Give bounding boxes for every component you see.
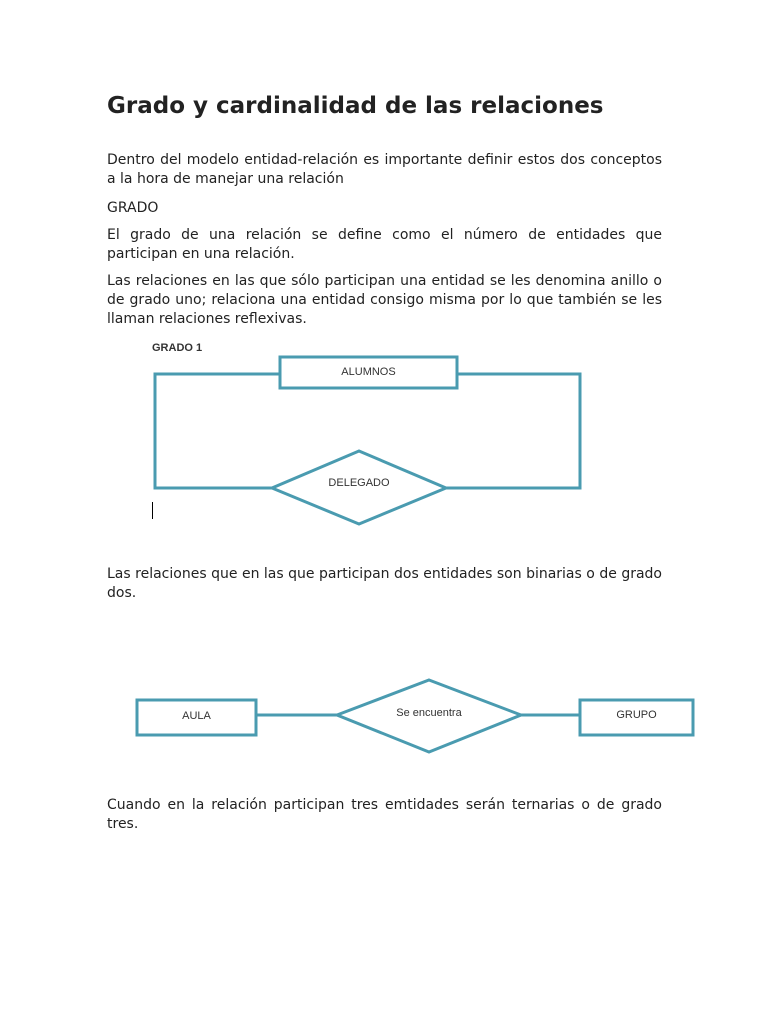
intro-paragraph: Dentro del modelo entidad-relación es importante definir estos dos conceptos a la hora de manejar una relación xyxy=(107,152,662,187)
delegado-relation-label: DELEGADO xyxy=(328,477,390,489)
page-title: Grado y cardinalidad de las relaciones xyxy=(107,93,604,119)
grupo-entity-label: GRUPO xyxy=(616,709,657,721)
grado-tres-paragraph: Cuando en la relación participan tres emtidades serán ternarias o de grado tres. xyxy=(107,797,662,832)
se-encuentra-relation-label: Se encuentra xyxy=(396,707,462,719)
aula-entity-label: AULA xyxy=(182,710,211,722)
grado-definition-paragraph: El grado de una relación se define como el número de entidades que participan en una relación. xyxy=(107,227,662,262)
grado-heading: GRADO xyxy=(107,200,159,216)
grado-uno-label: GRADO 1 xyxy=(152,342,203,354)
grado-dos-paragraph: Las relaciones que en las que participan dos entidades son binarias o de grado dos. xyxy=(107,566,662,601)
alumnos-entity-label: ALUMNOS xyxy=(341,366,396,378)
grado-uno-paragraph: Las relaciones en las que sólo participan una entidad se les denomina anillo o de grado uno; relaciona una entidad consigo misma por lo que también se les llaman relaciones reflexivas. xyxy=(107,273,662,327)
